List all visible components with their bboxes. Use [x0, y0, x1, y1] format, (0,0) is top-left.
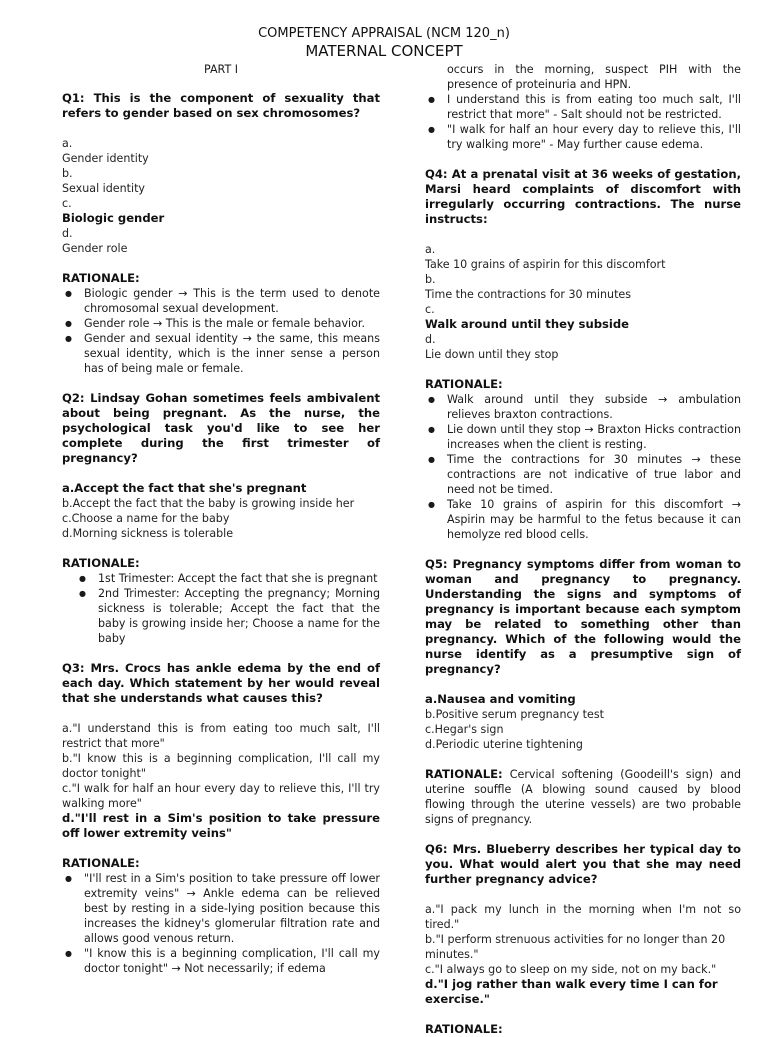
- q4-option-a-letter: a.: [425, 243, 436, 256]
- question-6: Q6: Mrs. Blueberry describes her typical day to you. What would alert you that she may need further pregnancy advice?: [425, 842, 741, 886]
- q6-option-a: a."I pack my lunch in the morning when I'm not so tired.": [425, 903, 741, 931]
- q5-option-c: c.Hegar's sign: [425, 723, 504, 736]
- question-3: Q3: Mrs. Crocs has ankle edema by the end of each day. Which statement by her would reveal that she understands what causes this?: [62, 661, 380, 705]
- q2-option-d: d.Morning sickness is tolerable: [62, 527, 234, 540]
- q4-option-b-letter: b.: [425, 273, 436, 286]
- q6-option-c: c."I always go to sleep on my side, not on my back.": [425, 963, 717, 976]
- list-item: ● "I know this is a beginning complication, I'll call my doctor tonight" → Not necessarily; if edema: [84, 946, 380, 976]
- q1-option-c-letter: c.: [62, 197, 72, 210]
- q4-option-c-letter: c.: [425, 303, 435, 316]
- q2-option-c: c.Choose a name for the baby: [62, 512, 230, 525]
- q1-rationale-label: RATIONALE:: [62, 271, 140, 285]
- q3-option-a: a."I understand this is from eating too much salt, I'll restrict that more": [62, 722, 380, 750]
- question-1: Q1: This is the component of sexuality that refers to gender based on sex chromosomes?: [62, 91, 380, 120]
- list-item: ● Lie down until they stop → Braxton Hicks contraction increases when the client is resting.: [447, 422, 741, 452]
- q1-rationale-list: [62, 286, 380, 376]
- list-item: ● Gender and sexual identity → the same, this means sexual identity, which is the inner sense a person has of being male or female.: [84, 331, 380, 376]
- document-title: MATERNAL CONCEPT: [305, 42, 463, 60]
- list-item: ● Take 10 grains of aspirin for this discomfort → Aspirin may be harmful to the fetus because it can hemolyze red blood cells.: [447, 497, 741, 542]
- q2-option-a-answer: a.Accept the fact that she's pregnant: [62, 481, 307, 495]
- list-item: ● "I walk for half an hour every day to relieve this, I'll try walking more" - May further cause edema.: [447, 122, 741, 152]
- q1-option-a-letter: a.: [62, 137, 73, 150]
- q1-option-d-letter: d.: [62, 227, 73, 240]
- q3-rationale-list: [62, 871, 380, 976]
- q6-option-b: b."I perform strenuous activities for no longer than 20 minutes.": [425, 933, 726, 961]
- list-item: ● I understand this is from eating too much salt, I'll restrict that more" - Salt should not be restricted.: [447, 92, 741, 122]
- q3-option-d-answer: d."I'll rest in a Sim's position to take pressure off lower extremity veins": [62, 811, 380, 840]
- q4-option-c-answer: Walk around until they subside: [425, 317, 630, 331]
- q5-rationale: [425, 767, 741, 827]
- left-column: [62, 62, 380, 976]
- q5-option-b: b.Positive serum pregnancy test: [425, 708, 604, 721]
- q3-option-b: b."I know this is a beginning complication, I'll call my doctor tonight": [62, 752, 380, 780]
- q1-option-b: Sexual identity: [62, 182, 146, 195]
- q2-rationale-label: RATIONALE:: [62, 556, 140, 570]
- q1-option-b-letter: b.: [62, 167, 73, 180]
- q3-rationale-continuation: occurs in the morning, suspect PIH with the presence of proteinuria and HPN.: [447, 63, 741, 91]
- q6-rationale-label: RATIONALE:: [425, 1022, 503, 1036]
- q3-option-c: c."I walk for half an hour every day to relieve this, I'll try walking more": [62, 782, 380, 810]
- q2-option-b: b.Accept the fact that the baby is growing inside her: [62, 497, 355, 510]
- q3-rationale-label: RATIONALE:: [62, 856, 140, 870]
- q4-option-b: Time the contractions for 30 minutes: [425, 288, 632, 301]
- question-2: Q2: Lindsay Gohan sometimes feels ambivalent about being pregnant. As the nurse, the psychological task you'd like to see her complete during the first trimester of pregnancy?: [62, 391, 380, 465]
- list-item: ● Biologic gender → This is the term used to denote chromosomal sexual development.: [84, 286, 380, 316]
- right-column: [425, 62, 741, 1037]
- q4-rationale-list: [425, 392, 741, 542]
- list-item: ● 1st Trimester: Accept the fact that she is pregnant: [98, 571, 380, 586]
- q4-option-d: Lie down until they stop: [425, 348, 559, 361]
- q2-rationale-list: [62, 571, 380, 646]
- list-item: ● Walk around until they subside → ambulation relieves braxton contractions.: [447, 392, 741, 422]
- q5-option-d: d.Periodic uterine tightening: [425, 738, 583, 751]
- q4-rationale-label: RATIONALE:: [425, 377, 503, 391]
- q5-rationale-text: Cervical softening (Goodeill's sign) and uterine souffle (A blowing sound caused by blood flowing through the uterine vessels) are two probable signs of pregnancy.: [425, 768, 741, 826]
- list-item: ● Gender role → This is the male or female behavior.: [84, 316, 380, 331]
- q5-option-a-answer: a.Nausea and vomiting: [425, 692, 576, 706]
- question-5: Q5: Pregnancy symptoms differ from woman to woman and pregnancy to pregnancy. Understanding the signs and symptoms of pregnancy is important because each symptom may be related to something other than pregnancy. Which of the following would the nurse identify as a presumptive sign of pregnancy?: [425, 557, 741, 676]
- q5-rationale-label: RATIONALE:: [425, 767, 503, 781]
- q1-option-c-answer: Biologic gender: [62, 211, 165, 225]
- question-4: Q4: At a prenatal visit at 36 weeks of gestation, Marsi heard complaints of discomfort with irregularly occurring contractions. The nurse instructs:: [425, 167, 741, 226]
- q1-option-a: Gender identity: [62, 152, 149, 165]
- q3-rationale-list-continued: [425, 92, 741, 152]
- course-title: COMPETENCY APPRAISAL (NCM 120_n): [258, 26, 510, 41]
- q1-option-d: Gender role: [62, 242, 128, 255]
- q4-option-a: Take 10 grains of aspirin for this discomfort: [425, 258, 666, 271]
- part-heading: PART I: [203, 63, 239, 76]
- list-item: ● 2nd Trimester: Accepting the pregnancy; Morning sickness is tolerable; Accept the fact that the baby is growing inside her; Choose a name for the baby: [98, 586, 380, 646]
- document-header: [0, 26, 768, 60]
- q6-option-d-answer: d."I jog rather than walk every time I can for exercise.": [425, 977, 718, 1006]
- q4-option-d-letter: d.: [425, 333, 436, 346]
- list-item: ● "I'll rest in a Sim's position to take pressure off lower extremity veins" → Ankle edema can be relieved best by resting in a side-lying position because this increases the kidney's glomerular filtration rate and allows good venous return.: [84, 871, 380, 946]
- list-item: ● Time the contractions for 30 minutes → these contractions are not indicative of true labor and need not be timed.: [447, 452, 741, 497]
